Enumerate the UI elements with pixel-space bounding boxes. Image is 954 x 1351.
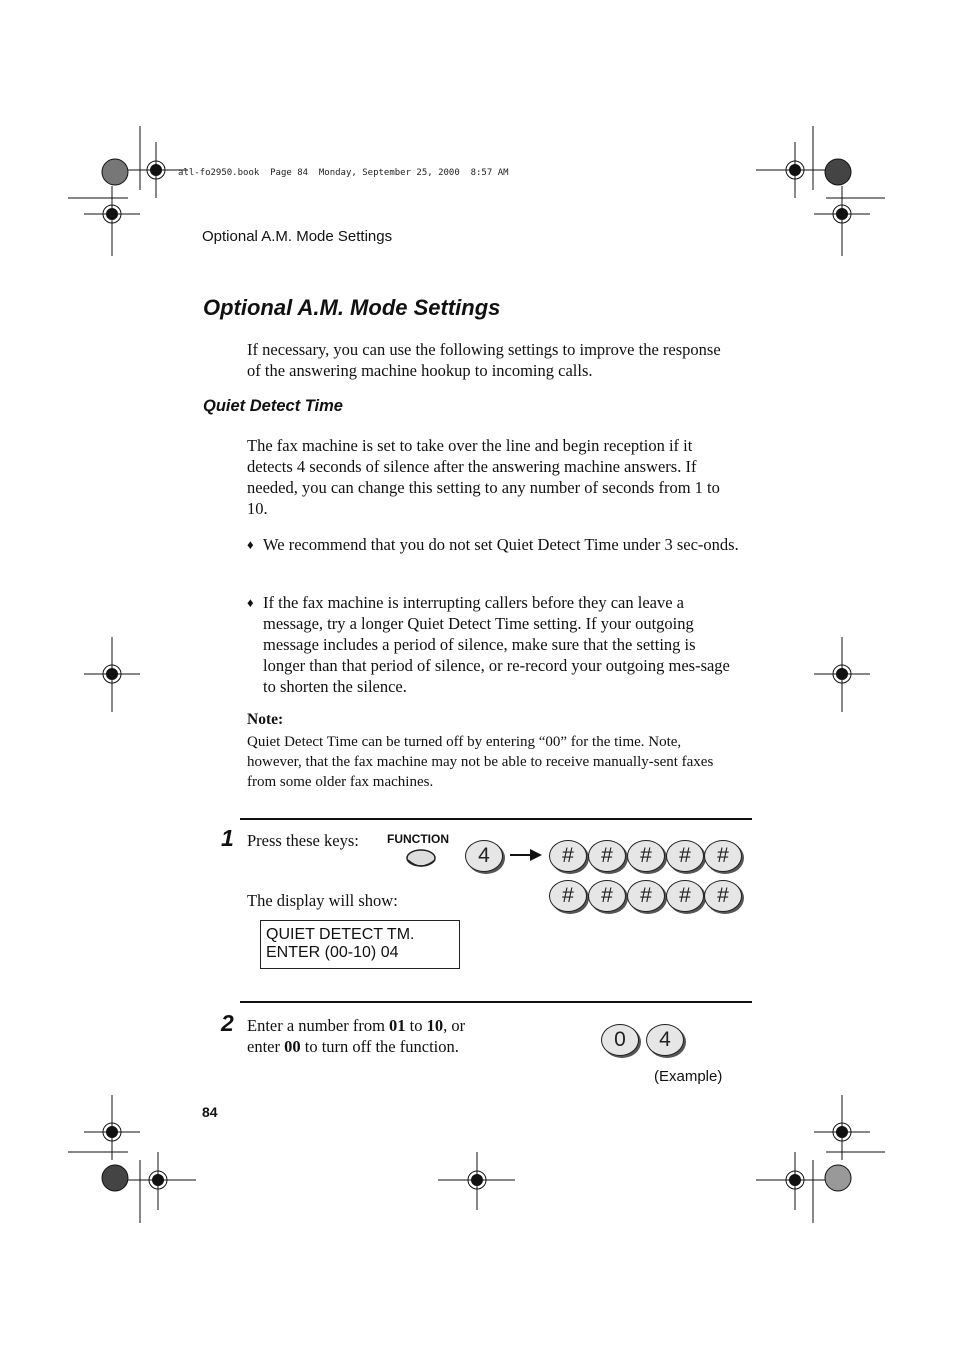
step-number: 1 xyxy=(221,825,234,851)
display-line: QUIET DETECT TM. xyxy=(266,926,415,943)
hash-key: # xyxy=(666,840,704,872)
example-caption: (Example) xyxy=(654,1068,723,1085)
key-0: 0 xyxy=(601,1024,639,1056)
page-title: Optional A.M. Mode Settings xyxy=(203,295,501,320)
text-run-bold: 10 xyxy=(426,1016,444,1035)
text-run-bold: 00 xyxy=(284,1037,301,1056)
diamond-bullet-icon: ♦ xyxy=(247,537,254,552)
file-info-line: all-fo2950.book Page 84 Monday, September 25, 2000 8:57 AM xyxy=(178,168,509,178)
hash-key: # xyxy=(704,880,742,912)
step-instruction xyxy=(247,1016,465,1036)
step-instruction: Press these keys: xyxy=(247,831,359,850)
hash-key: # xyxy=(666,880,704,912)
step-number: 2 xyxy=(221,1010,234,1036)
text-run-bold: 01 xyxy=(389,1016,406,1035)
hash-key: # xyxy=(549,880,587,912)
hash-key: # xyxy=(704,840,742,872)
display-line: ENTER (00-10) 04 xyxy=(266,944,399,961)
step-divider xyxy=(240,818,752,820)
bullet-text: If the fax machine is interrupting callers before they can leave a message, try a longer Quiet Detect Time setting. If your outgoing message includes a period of silence, make sure that the setting is longer than that period of silence, or re-record your outgoing mes-sage to shorten the silence. xyxy=(263,593,730,696)
arrow-right-icon xyxy=(508,845,544,865)
text-run: to xyxy=(405,1016,427,1035)
hash-key: # xyxy=(588,880,626,912)
body-paragraph: The fax machine is set to take over the line and begin reception if it detects 4 seconds of silence after the answering machine answers. If needed, you can change this setting to any number of seconds from 1 to 10. xyxy=(247,436,720,518)
text-run: , or xyxy=(443,1016,466,1035)
step-divider xyxy=(240,1001,752,1003)
step-instruction xyxy=(247,1037,459,1057)
diamond-bullet-icon: ♦ xyxy=(247,595,254,610)
hash-key: # xyxy=(627,840,665,872)
key-4: 4 xyxy=(465,840,503,872)
intro-paragraph: If necessary, you can use the following settings to improve the response of the answering machine hookup to incoming calls. xyxy=(247,340,721,380)
text-run: to turn off the function. xyxy=(300,1037,459,1056)
bullet-item xyxy=(247,592,739,697)
bullet-text: We recommend that you do not set Quiet Detect Time under 3 sec-onds. xyxy=(263,535,739,554)
key-4: 4 xyxy=(646,1024,684,1056)
text-run: enter xyxy=(247,1037,285,1056)
hash-key: # xyxy=(588,840,626,872)
function-key-label: FUNCTION xyxy=(387,832,449,846)
running-header: Optional A.M. Mode Settings xyxy=(202,228,393,245)
page-number: 84 xyxy=(202,1104,218,1120)
lcd-display xyxy=(260,920,460,969)
note-text: Quiet Detect Time can be turned off by entering “00” for the time. Note, however, that the fax machine may not be able to receive manually-sent faxes from some older fax machines. xyxy=(247,734,714,790)
hash-key: # xyxy=(549,840,587,872)
bullet-item xyxy=(247,534,739,555)
section-subheading: Quiet Detect Time xyxy=(203,397,343,415)
display-prompt: The display will show: xyxy=(247,891,398,910)
text-run: Enter a number from xyxy=(247,1016,390,1035)
hash-key: # xyxy=(627,880,665,912)
note-label: Note: xyxy=(247,711,284,728)
function-key-icon xyxy=(405,848,439,870)
